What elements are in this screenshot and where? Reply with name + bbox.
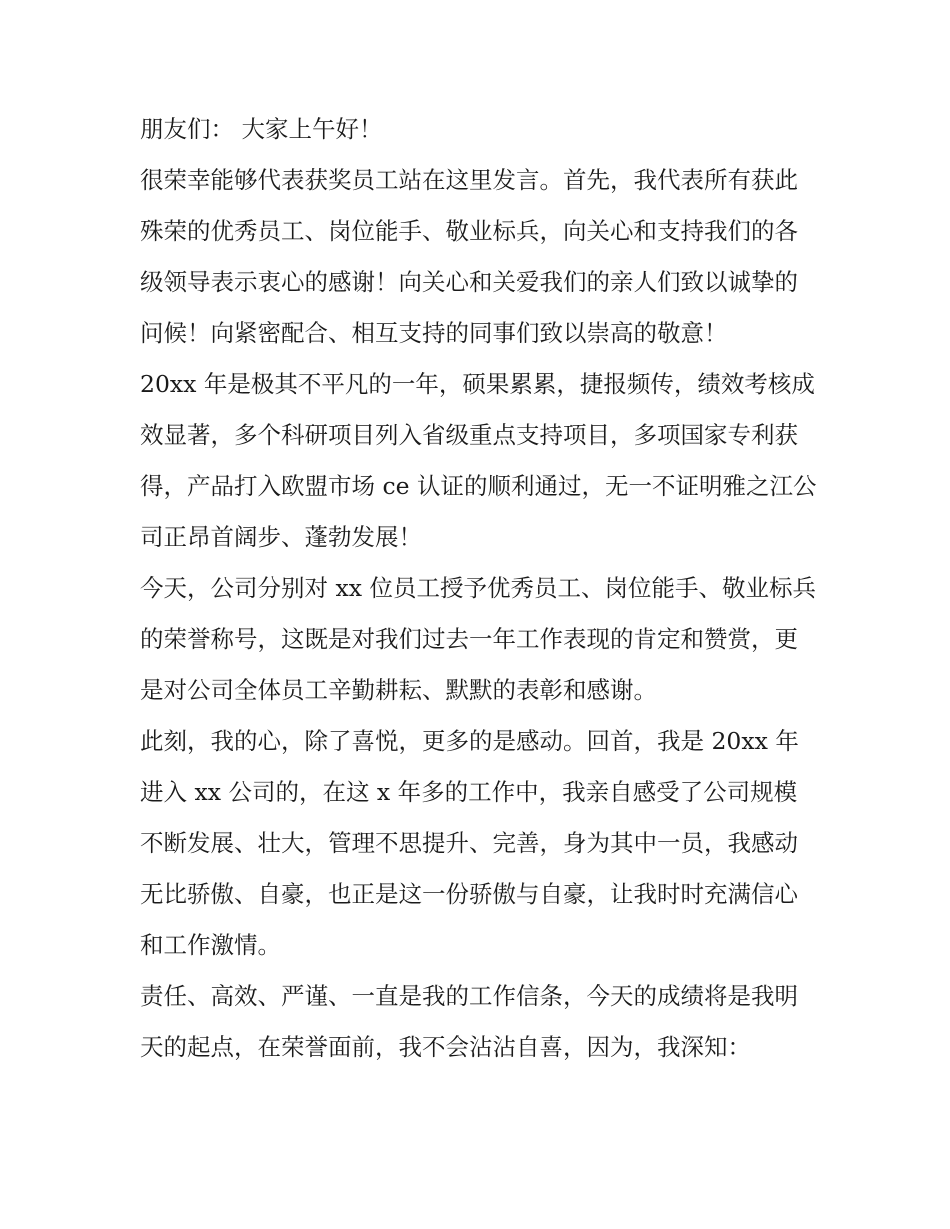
greeting-line: 朋友们： 大家上午好！ <box>140 115 383 143</box>
paragraph-awards: 今天，公司分别对 xx 位员工授予优秀员工、岗位能手、敬业标兵的荣誉称号，这既是对我们过去一年工作表现的肯定和赞赏，更是对公司全体员工辛勤耕耘、默默的表彰和感谢。 <box>140 574 816 704</box>
document-body <box>140 104 820 1073</box>
paragraph-acknowledgement: 很荣幸能够代表获奖员工站在这里发言。首先，我代表所有获此殊荣的优秀员工、岗位能手、敬业标兵，向关心和支持我们的各级领导表示衷心的感谢！向关心和关爱我们的亲人们致以诚挚的问候！向紧密配合、相互支持的同事们致以崇高的敬意！ <box>140 166 798 347</box>
paragraph-feelings: 此刻，我的心，除了喜悦，更多的是感动。回首，我是 20xx 年进入 xx 公司的，在这 x 年多的工作中，我亲自感受了公司规模不断发展、壮大，管理不思提升、完善，身为其中一员，我感动无比骄傲、自豪，也正是这一份骄傲与自豪，让我时时充满信心和工作激情。 <box>140 727 799 959</box>
paragraph-year-achievements: 20xx 年是极其不平凡的一年，硕果累累，捷报频传，绩效考核成效显著，多个科研项目列入省级重点支持项目，多项国家专利获得，产品打入欧盟市场 ce 认证的顺利通过，无一不证明雅之江公司正昂首阔步、蓬勃发展！ <box>140 370 817 551</box>
paragraph-motto: 责任、高效、严谨、一直是我的工作信条，今天的成绩将是我明天的起点，在荣誉面前，我不会沾沾自喜，因为，我深知： <box>140 982 798 1061</box>
